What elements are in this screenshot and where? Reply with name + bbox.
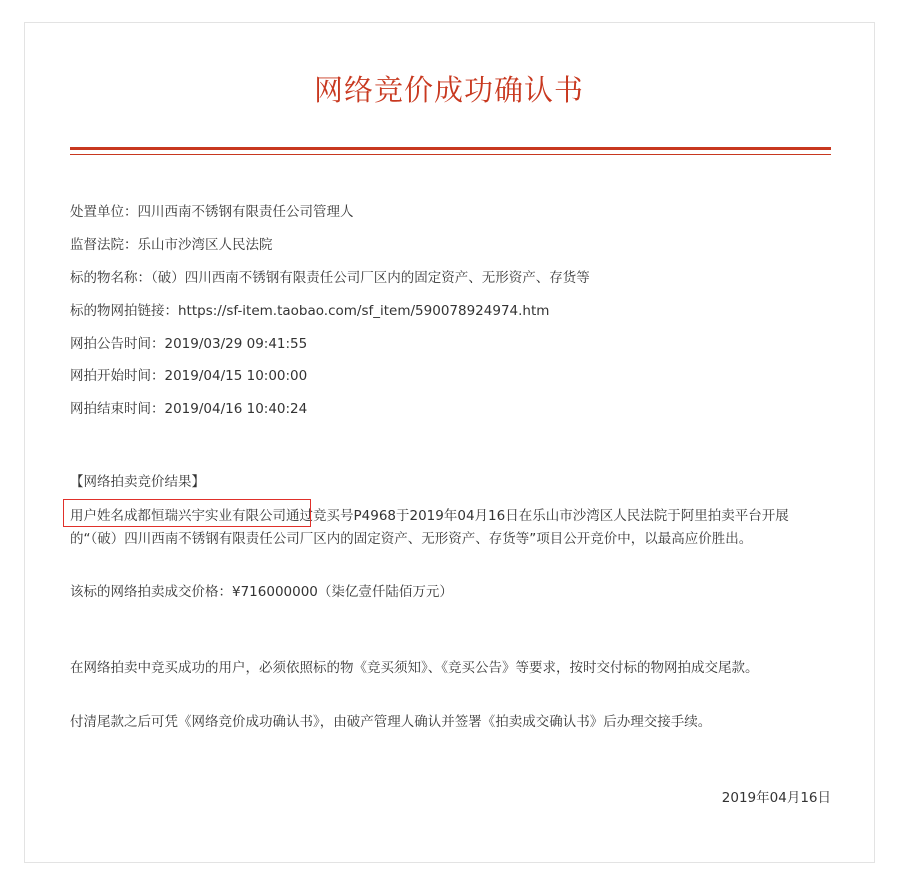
announcement-time-line: 网拍公告时间：2019/03/29 09:41:55	[70, 336, 308, 352]
subject-name-line: 标的物名称：（破）四川西南不锈钢有限责任公司厂区内的固定资产、无形资产、存货等	[70, 270, 590, 286]
auction-link-line[interactable]: 标的物网拍链接：https://sf-item.taobao.com/sf_item/590078924974.htm	[70, 303, 550, 319]
notice-paragraph-1: 在网络拍卖中竞买成功的用户，必须依照标的物《竞买须知》、《竞买公告》等要求，按时交付标的物网拍成交尾款。	[70, 660, 759, 676]
notice-paragraph-2: 付清尾款之后可凭《网络竞价成功确认书》，由破产管理人确认并签署《拍卖成交确认书》后办理交接手续。	[70, 714, 712, 730]
disposal-unit-line: 处置单位：四川西南不锈钢有限责任公司管理人	[70, 204, 354, 220]
title-divider-thick	[70, 147, 831, 150]
document-title: 网络竞价成功确认书	[313, 73, 584, 107]
supervising-court-line: 监督法院：乐山市沙湾区人民法院	[70, 237, 273, 253]
document-date: 2019年04月16日	[721, 790, 831, 806]
start-time-line: 网拍开始时间：2019/04/15 10:00:00	[70, 368, 308, 384]
buyer-name-highlight	[63, 499, 311, 527]
end-time-line: 网拍结束时间：2019/04/16 10:40:24	[70, 401, 308, 417]
title-divider-thin	[70, 154, 831, 155]
price-line: 该标的网络拍卖成交价格：¥716000000（柒亿壹仟陆佰万元）	[70, 584, 453, 600]
result-paragraph: 用户姓名成都恒瑞兴宇实业有限公司通过竞买号P4968于2019年04月16日在乐山市沙湾区人民法院于阿里拍卖平台开展的“（破）四川西南不锈钢有限责任公司厂区内的固定资产、无形资产、存货等”项目公开竞价中，以最高应价胜出。	[70, 508, 789, 547]
result-header: 【网络拍卖竞价结果】	[70, 474, 205, 490]
